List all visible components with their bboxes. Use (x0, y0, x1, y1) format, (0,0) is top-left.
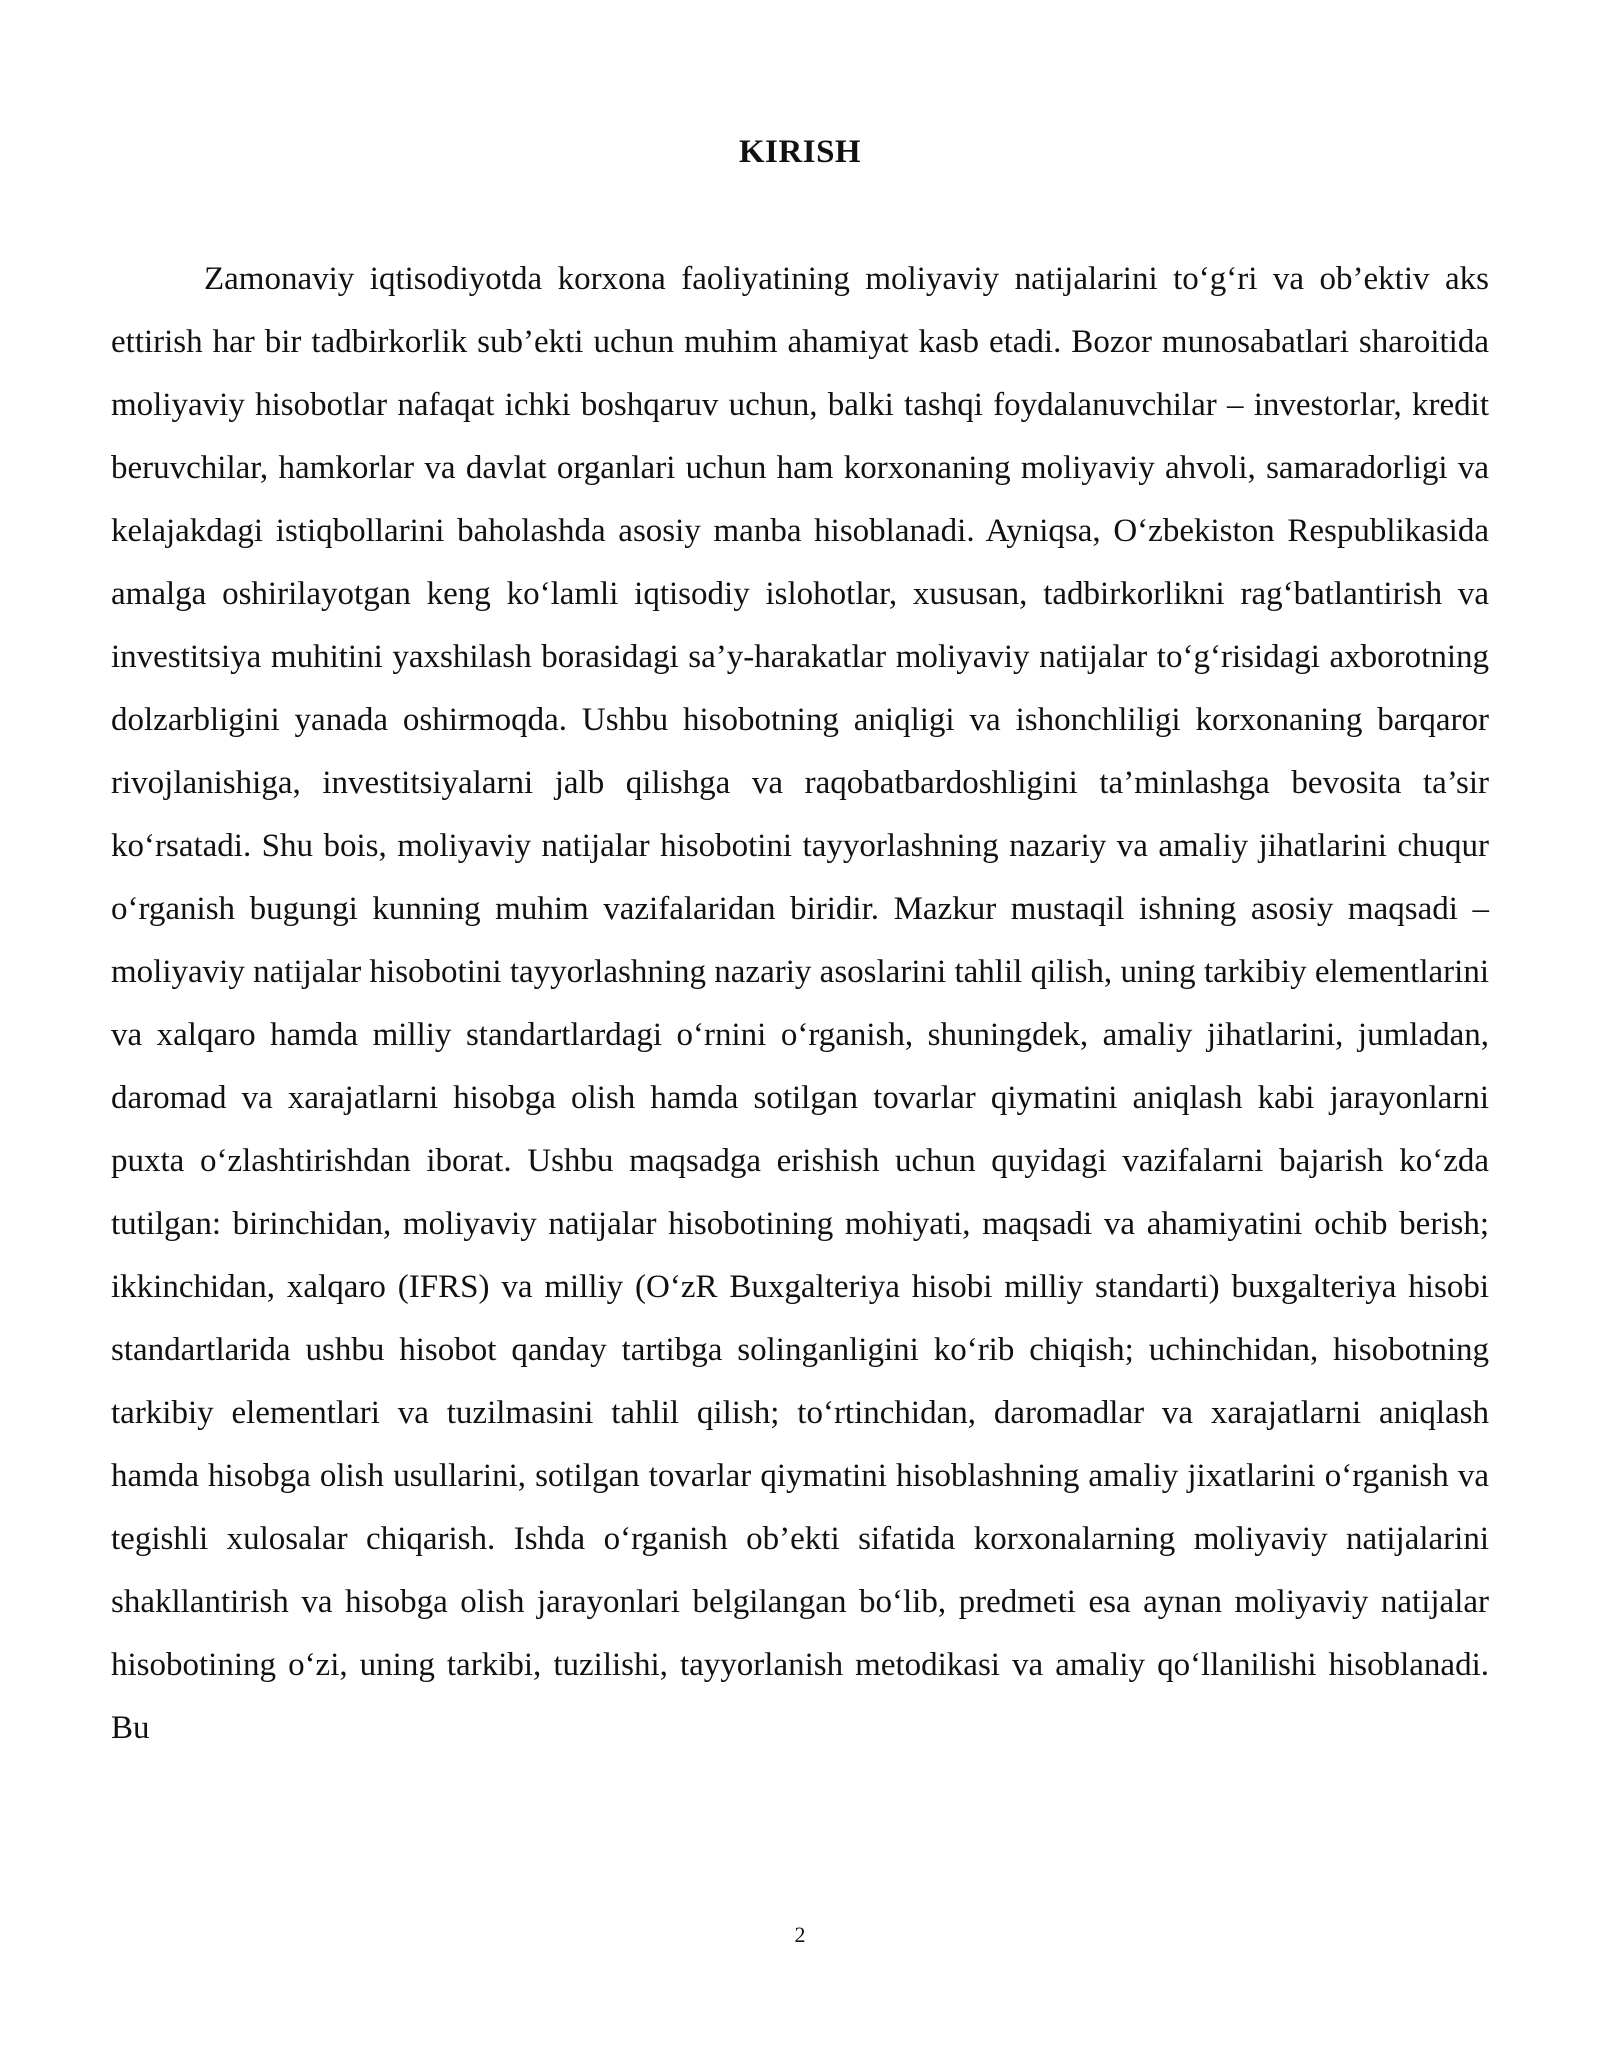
body-paragraph: Zamonaviy iqtisodiyotda korxona faoliyatining moliyaviy natijalarini to‘g‘ri va ob’ektiv aks ettirish har bir tadbirkorlik sub’ekti uchun muhim ahamiyat kasb etadi. Bozor munosabatlari sharoitida moliyaviy hisobotlar nafaqat ichki boshqaruv uchun, balki tashqi foydalanuvchilar – investorlar, kredit beruvchilar, hamkorlar va davlat organlari uchun ham korxonaning moliyaviy ahvoli, samaradorligi va kelajakdagi istiqbollarini baholashda asosiy manba hisoblanadi. Ayniqsa, O‘zbekiston Respublikasida amalga oshirilayotgan keng ko‘lamli iqtisodiy islohotlar, xususan, tadbirkorlikni rag‘batlantirish va investitsiya muhitini yaxshilash borasidagi sa’y-harakatlar moliyaviy natijalar to‘g‘risidagi axborotning dolzarbligini yanada oshirmoqda. Ushbu hisobotning aniqligi va ishonchliligi korxonaning barqaror rivojlanishiga, investitsiyalarni jalb qilishga va raqobatbardoshligini ta’minlashga bevosita ta’sir ko‘rsatadi. Shu bois, moliyaviy natijalar hisobotini tayyorlashning nazariy va amaliy jihatlarini chuqur o‘rganish bugungi kunning muhim vazifalaridan biridir. Mazkur mustaqil ishning asosiy maqsadi – moliyaviy natijalar hisobotini tayyorlashning nazariy asoslarini tahlil qilish, uning tarkibiy elementlarini va xalqaro hamda milliy standartlardagi o‘rnini o‘rganish, shuningdek, amaliy jihatlarini, jumladan, daromad va xarajatlarni hisobga olish hamda sotilgan tovarlar qiymatini aniqlash kabi jarayonlarni puxta o‘zlashtirishdan iborat. Ushbu maqsadga erishish uchun quyidagi vazifalarni bajarish ko‘zda tutilgan: birinchidan, moliyaviy natijalar hisobotining mohiyati, maqsadi va ahamiyatini ochib berish; ikkinchidan, xalqaro (IFRS) va milliy (O‘zR Buxgalteriya hisobi milliy standarti) buxgalteriya hisobi standartlarida ushbu hisobot qanday tartibga solinganligini ko‘rib chiqish; uchinchidan, hisobotning tarkibiy elementlari va tuzilmasini tahlil qilish; to‘rtinchidan, daromadlar va xarajatlarni aniqlash hamda hisobga olish usullarini, sotilgan tovarlar qiymatini hisoblashning amaliy jixatlarini o‘rganish va tegishli xulosalar chiqarish. Ishda o‘rganish ob’ekti sifatida korxonalarning moliyaviy natijalarini shakllantirish va hisobga olish jarayonlari belgilangan bo‘lib, predmeti esa aynan moliyaviy natijalar hisobotining o‘zi, uning tarkibi, tuzilishi, tayyorlanish metodikasi va amaliy qo‘llanilishi hisoblanadi. Bu (111, 261, 1489, 1746)
page-number: 2 (794, 1922, 806, 1947)
page-title: KIRISH (738, 134, 862, 171)
